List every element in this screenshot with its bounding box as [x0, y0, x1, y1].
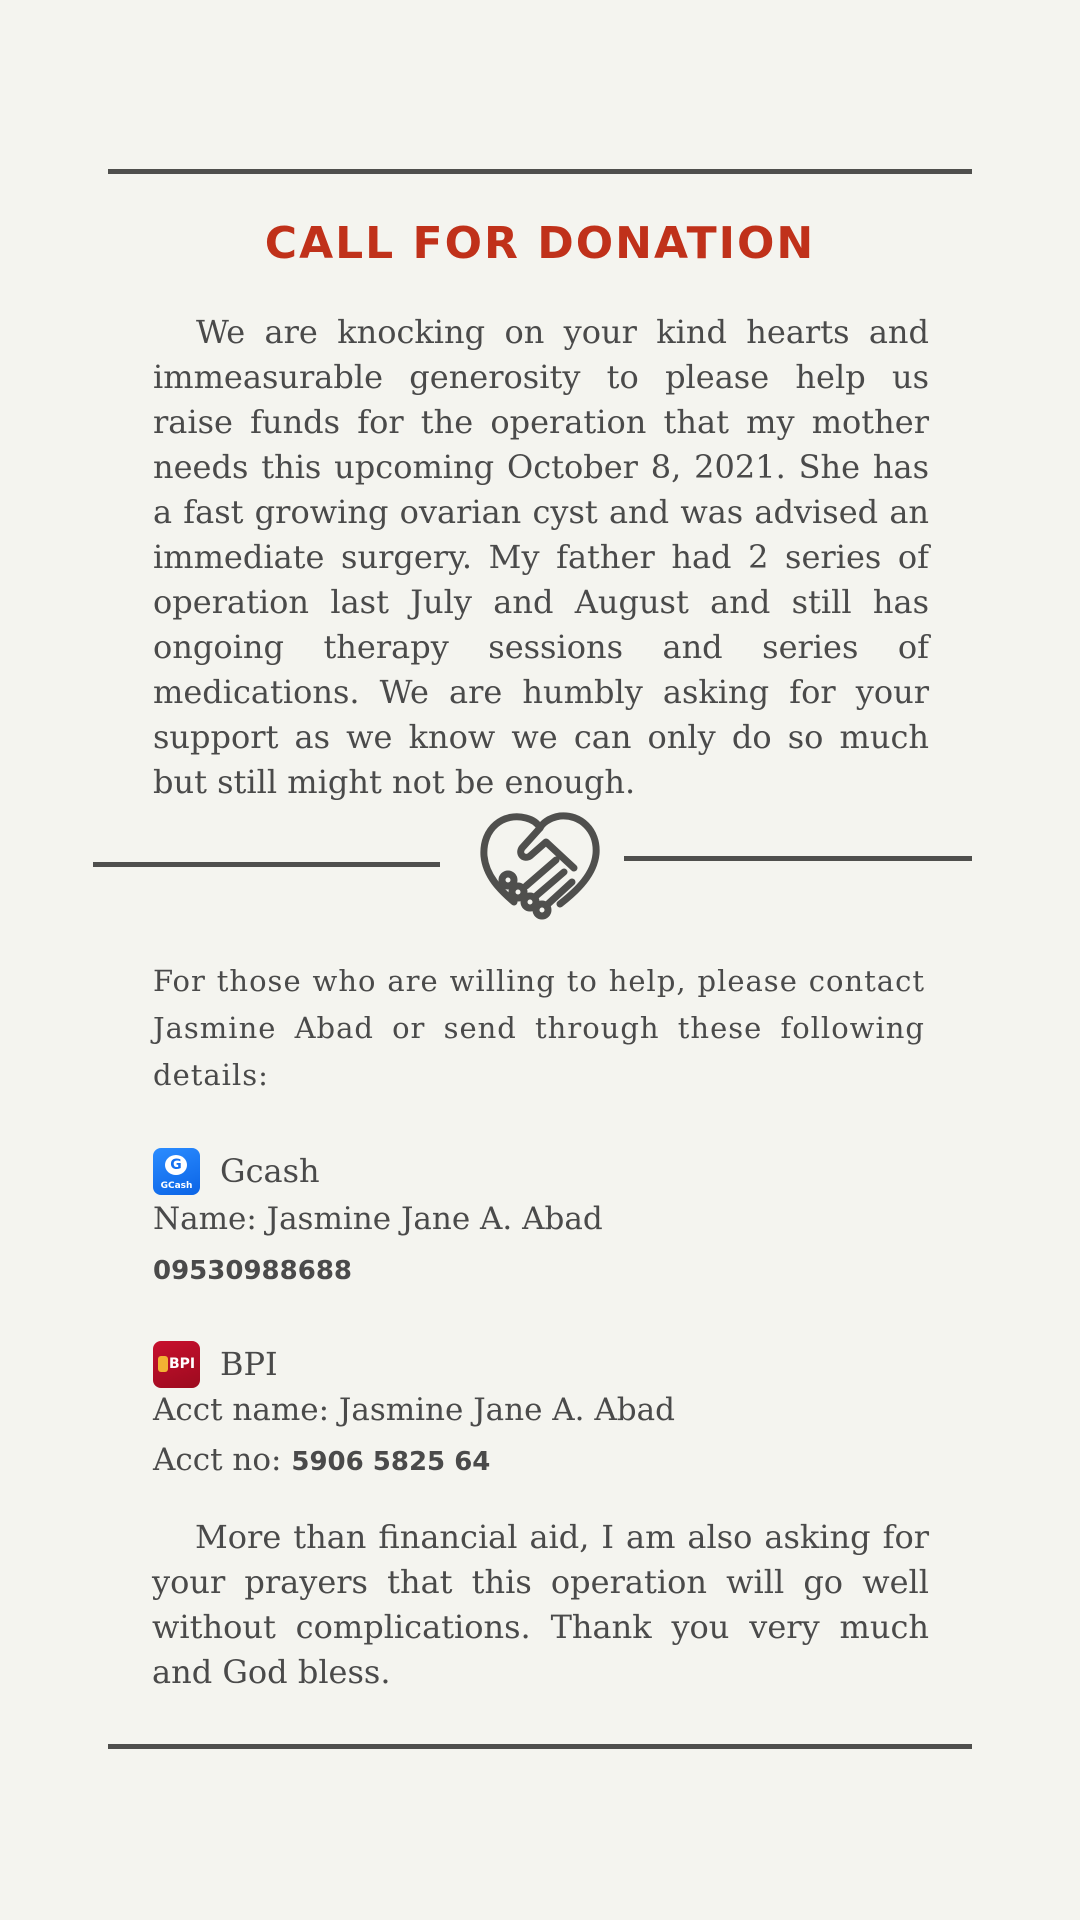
bpi-logo-icon: BPI: [153, 1341, 200, 1388]
bpi-label: BPI: [220, 1345, 278, 1383]
bpi-account-number-line: [153, 1440, 490, 1482]
top-divider-line: [108, 169, 972, 174]
intro-paragraph: We are knocking on your kind hearts and immeasurable generosity to please help us raise funds for the operation that my mother needs this upcoming October 8, 2021. She has a fast growing ovarian cyst and was advised an immediate surgery. My father had 2 series of operation last July and August and still has ongoing therapy sessions and series of medications. We are humbly asking for your support as we know we can only do so much but still might not be enough.: [153, 313, 929, 801]
bpi-account-number: 5906 5825 64: [291, 1447, 491, 1477]
bpi-account-number-label: Acct no:: [153, 1442, 292, 1478]
gcash-logo-icon: G GCash: [153, 1148, 200, 1195]
closing-paragraph: More than financial aid, I am also asking for your prayers that this operation will go well without complications. Thank you very much and God bless.: [152, 1518, 929, 1691]
middle-divider-left-line: [93, 862, 440, 867]
middle-divider-right-line: [624, 856, 972, 861]
page-title: CALL FOR DONATION: [264, 218, 816, 269]
bottom-divider-line: [108, 1744, 972, 1749]
contact-paragraph: For those who are willing to help, please contact Jasmine Abad or send through these following details:: [153, 964, 925, 1092]
gcash-header: [153, 1147, 320, 1195]
gcash-number: 09530988688: [153, 1256, 352, 1286]
gcash-number-line: [153, 1249, 352, 1291]
bpi-header: [153, 1340, 278, 1388]
gcash-label: Gcash: [220, 1152, 320, 1190]
handshake-heart-icon: [476, 804, 604, 922]
bpi-account-name: Acct name: Jasmine Jane A. Abad: [153, 1392, 675, 1428]
gcash-account-name: Name: Jasmine Jane A. Abad: [153, 1201, 603, 1237]
